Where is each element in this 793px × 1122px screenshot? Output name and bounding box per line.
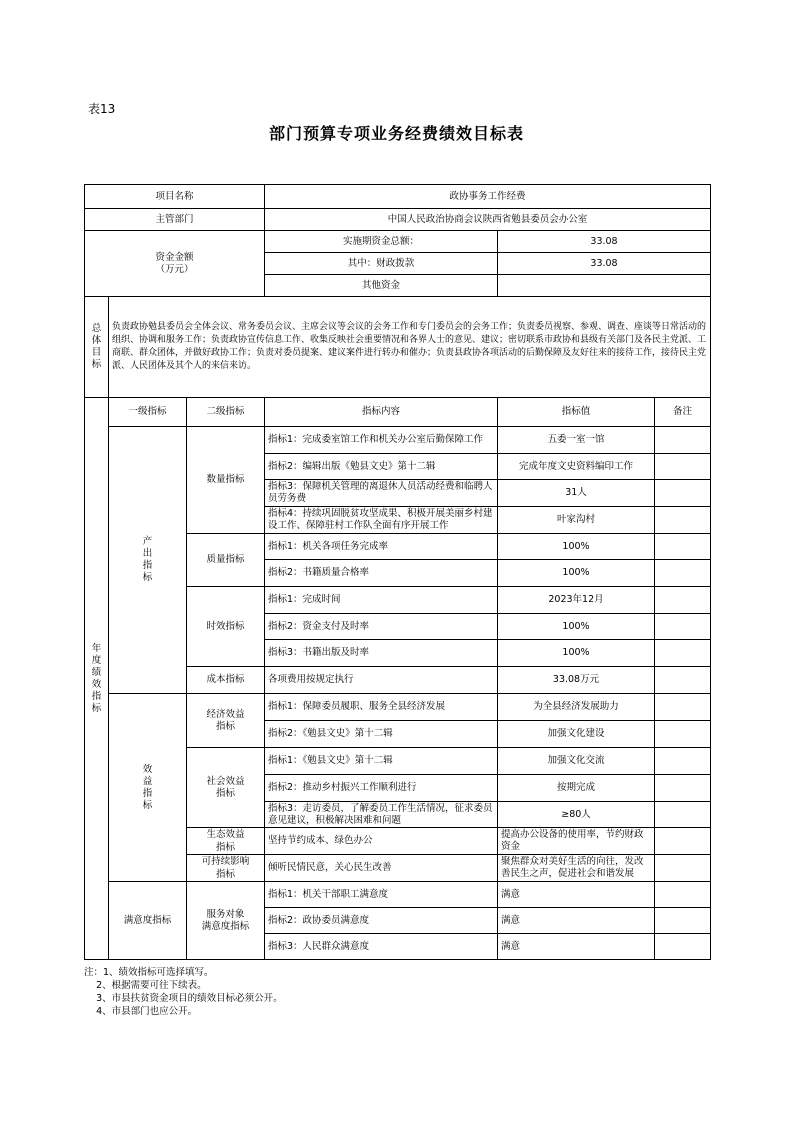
cost-indicator-label: 成本指标 [187,667,265,694]
output-indicators-label: 产出指标 [109,427,187,694]
indicator-remark [655,882,711,908]
fiscal-funds-value: 33.08 [498,253,711,275]
service-satisfaction-label: 服务对象 满意度指标 [187,882,265,960]
indicator-value: 满意 [498,934,655,960]
project-name-label: 项目名称 [85,185,265,209]
indicator-remark [655,560,711,587]
other-funds-label: 其他资金 [265,275,498,297]
indicator-value: 2023年12月 [498,587,655,614]
annual-indicators-label: 年度绩效指标 [85,398,109,960]
funds-label: 资金金额 （万元） [85,231,265,297]
indicator-value: 完成年度文史资料编印工作 [498,454,655,480]
performance-table [84,184,711,960]
footnotes [84,966,283,1018]
indicator-value: 33.08万元 [498,667,655,694]
total-funds-value: 33.08 [498,231,711,253]
indicator-remark [655,587,711,614]
footnote: 4、市县部门也应公开。 [84,1006,198,1017]
footnote: 注：1、绩效指标可选择填写。 [84,967,214,978]
indicator-content: 指标1：机关各项任务完成率 [265,534,498,560]
indicator-content: 指标1：完成时间 [265,587,498,614]
overall-goal-text: 负责政协勉县委员会全体会议、常务委员会议、主席会议等会议的会务工作和专门委员会的会务工作；负责委员视察、参观、调查、座谈等日常活动的组织、协调和服务工作；负责政协宣传信息工作、收集反映社会重要情况和各界人士的意见、建议；密切联系市政协和县级有关部门及各民主党派、工商联、群众团体，并做好政协工作；负责对委员提案、建议案件进行转办和催办；负责县政协各项活动的后勤保障及友好往来的接待工作，接待民主党派、人民团体及其个人的来信来访。 [109,297,711,398]
benefit-indicators-label: 效益指标 [109,694,187,882]
indicator-remark [655,667,711,694]
fiscal-funds-label: 其中：财政拨款 [265,253,498,275]
indicator-remark [655,480,711,507]
indicator-value: 31人 [498,480,655,507]
indicator-value: 100% [498,614,655,640]
col-level2: 二级指标 [187,398,265,427]
overall-goal-label: 总体目标 [85,297,109,398]
col-level1: 一级指标 [109,398,187,427]
indicator-remark [655,802,711,828]
indicator-remark [655,721,711,748]
indicator-value: 100% [498,640,655,667]
indicator-value: 满意 [498,908,655,934]
footnote: 3、市县扶贫资金项目的绩效目标必须公开。 [84,993,283,1004]
col-value: 指标值 [498,398,655,427]
indicator-content: 指标3：人民群众满意度 [265,934,498,960]
indicator-remark [655,908,711,934]
quality-indicator-label: 质量指标 [187,534,265,587]
indicator-value: 加强文化交流 [498,748,655,775]
indicator-remark [655,828,711,855]
indicator-value: 为全县经济发展助力 [498,694,655,721]
other-funds-value [498,275,711,297]
indicator-content: 坚持节约成本、绿色办公 [265,828,498,855]
indicator-value: 100% [498,534,655,560]
indicator-remark [655,454,711,480]
indicator-content: 指标2：编辑出版《勉县文史》第十二辑 [265,454,498,480]
ecological-benefit-label: 生态效益 指标 [187,828,265,855]
indicator-remark [655,534,711,560]
satisfaction-indicators-label: 满意度指标 [109,882,187,960]
timeliness-indicator-label: 时效指标 [187,587,265,667]
indicator-remark [655,934,711,960]
col-content: 指标内容 [265,398,498,427]
indicator-remark [655,855,711,882]
indicator-value: 加强文化建设 [498,721,655,748]
social-benefit-label: 社会效益 指标 [187,748,265,828]
indicator-value: 聚焦群众对美好生活的向往，发改善民生之声，促进社会和谐发展 [498,855,655,882]
indicator-value: ≥80人 [498,802,655,828]
dept-label: 主管部门 [85,209,265,231]
indicator-value: 按期完成 [498,775,655,802]
project-name-value: 政协事务工作经费 [265,185,711,209]
indicator-content: 指标2：政协委员满意度 [265,908,498,934]
sustainable-impact-label: 可持续影响 指标 [187,855,265,882]
indicator-remark [655,427,711,454]
page-title: 部门预算专项业务经费绩效目标表 [268,124,524,143]
indicator-value: 五委一室一馆 [498,427,655,454]
indicator-content: 指标2：书籍质量合格率 [265,560,498,587]
indicator-remark [655,694,711,721]
indicator-remark [655,614,711,640]
indicator-content: 指标3：走访委员，了解委员工作生活情况，征求委员意见建议，积极解决困难和问题 [265,802,498,828]
indicator-content: 各项费用按规定执行 [265,667,498,694]
indicator-content: 指标1：《勉县文史》第十二辑 [265,748,498,775]
indicator-content: 指标1：保障委员履职、服务全县经济发展 [265,694,498,721]
indicator-value: 叶家沟村 [498,507,655,534]
indicator-content: 指标1：完成委室馆工作和机关办公室后勤保障工作 [265,427,498,454]
indicator-content: 指标3：保障机关管理的离退休人员活动经费和临聘人员劳务费 [265,480,498,507]
indicator-content: 指标2：推动乡村振兴工作顺利进行 [265,775,498,802]
indicator-remark [655,775,711,802]
indicator-content: 指标1：机关干部职工满意度 [265,882,498,908]
indicator-content: 指标4：持续巩固脱贫攻坚成果、积极开展美丽乡村建设工作、保障驻村工作队全面有序开展工作 [265,507,498,534]
economic-benefit-label: 经济效益 指标 [187,694,265,748]
indicator-value: 满意 [498,882,655,908]
indicator-remark [655,748,711,775]
indicator-content: 指标2：《勉县文史》第十二辑 [265,721,498,748]
dept-value: 中国人民政治协商会议陕西省勉县委员会办公室 [265,209,711,231]
col-remark: 备注 [655,398,711,427]
table-number: 表13 [88,102,116,116]
indicator-value: 提高办公设备的使用率，节约财政资金 [498,828,655,855]
footnote: 2、根据需要可往下续表。 [84,980,207,991]
quantity-indicator-label: 数量指标 [187,427,265,534]
indicator-remark [655,507,711,534]
total-funds-label: 实施期资金总额： [265,231,498,253]
indicator-content: 指标3：书籍出版及时率 [265,640,498,667]
indicator-content: 倾听民情民意，关心民生改善 [265,855,498,882]
indicator-remark [655,640,711,667]
indicator-content: 指标2：资金支付及时率 [265,614,498,640]
indicator-value: 100% [498,560,655,587]
